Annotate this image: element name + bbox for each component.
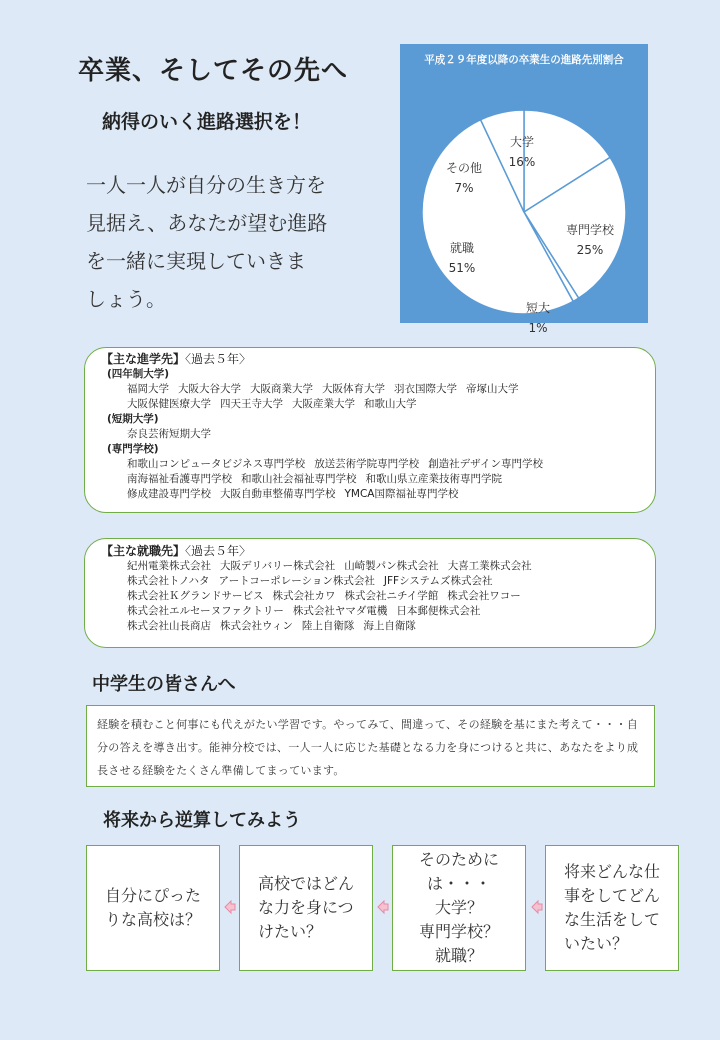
school-row <box>101 382 639 397</box>
school-row <box>101 472 639 487</box>
step-line: 大学？ <box>434 898 483 917</box>
step-line: 事をしてどん <box>563 886 660 905</box>
pie-chart <box>400 44 648 335</box>
step-line: は・・・ <box>426 874 491 893</box>
step-line: いたい？ <box>563 934 628 953</box>
message-heading: 中学生の皆さんへ <box>92 674 236 695</box>
company-name: JFFシステムズ株式会社 <box>383 575 493 587</box>
page-subtitle: 納得のいく進路選択を！ <box>102 111 312 133</box>
slice-value: 1% <box>528 321 548 335</box>
school-row <box>101 427 639 442</box>
step-text <box>564 860 660 956</box>
step-line: 自分にぴった <box>104 886 201 905</box>
step-box-highschool <box>86 845 220 971</box>
step-line: りな高校は？ <box>104 910 201 929</box>
step-line: 高校ではどん <box>257 874 354 893</box>
school-name: YMCA国際福祉専門学校 <box>344 488 459 500</box>
company-name: 株式会社Ｋグランドサービス <box>127 590 264 602</box>
slice-value: 16% <box>508 155 536 169</box>
school-name: 和歌山大学 <box>364 398 417 410</box>
jobs-panel <box>84 538 656 648</box>
company-row <box>101 589 639 604</box>
page-title: 卒業、そしてその先へ <box>78 56 349 86</box>
company-name: 山崎製パン株式会社 <box>344 560 439 572</box>
company-name: 陸上自衛隊 <box>301 620 355 632</box>
company-name: 海上自衛隊 <box>363 620 416 632</box>
school-category: (四年制大学) <box>107 368 170 380</box>
company-row <box>101 559 639 574</box>
school-name: 大阪体育大学 <box>322 383 385 395</box>
step-line: 専門学校？ <box>418 922 499 941</box>
company-row <box>101 619 639 634</box>
school-row <box>101 397 639 412</box>
company-name: 株式会社ウィン <box>220 620 293 632</box>
school-name: 奈良芸術短期大学 <box>127 428 211 440</box>
school-name: 南海福祉看護専門学校 <box>127 473 232 485</box>
school-name: 福岡大学 <box>127 383 169 395</box>
step-line: けたい？ <box>257 922 322 941</box>
company-name: 大喜工業株式会社 <box>447 560 532 572</box>
intro-text <box>86 166 376 318</box>
company-row <box>101 574 639 589</box>
slice-label: 専門学校 <box>565 223 615 237</box>
school-name: 大阪産業大学 <box>292 398 355 410</box>
arrow-left-icon <box>377 900 389 914</box>
step-line: な力を身につ <box>257 898 354 917</box>
intro-line: 見据え、あなたが望む進路 <box>86 211 328 235</box>
company-name: 株式会社トノハタ <box>127 575 210 587</box>
step-box-skills <box>239 845 373 971</box>
school-row <box>101 487 639 502</box>
company-name: 株式会社山長商店 <box>127 620 211 632</box>
school-name: 和歌山コンピュータビジネス専門学校 <box>127 458 306 470</box>
school-name: 羽衣国際大学 <box>394 383 457 395</box>
jobs-title <box>101 544 639 559</box>
slice-value: 25% <box>576 243 604 257</box>
slice-label: その他 <box>445 161 483 175</box>
arrow-left-icon <box>224 900 236 914</box>
schools-heading: 【主な進学先】 <box>101 352 186 366</box>
company-name: 大阪デリバリー株式会社 <box>220 560 336 572</box>
step-text <box>105 884 201 932</box>
company-name: アートコーポレーション株式会社 <box>218 575 375 587</box>
school-name: 和歌山社会福祉専門学校 <box>241 473 357 485</box>
company-name: 株式会社エルセーヌファクトリー <box>127 605 284 617</box>
school-category: (短期大学) <box>107 413 159 425</box>
jobs-list <box>101 559 639 634</box>
schools-title <box>101 352 639 367</box>
school-name: 四天王寺大学 <box>220 398 283 410</box>
schools-list <box>101 367 639 502</box>
school-row <box>101 457 639 472</box>
company-row <box>101 604 639 619</box>
step-box-future <box>545 845 679 971</box>
schools-panel <box>84 347 656 513</box>
step-line: そのために <box>418 850 499 869</box>
pie-chart-svg <box>400 44 648 335</box>
step-text <box>258 872 354 944</box>
school-name: 大阪保健医療大学 <box>127 398 211 410</box>
slice-label: 就職 <box>449 241 475 255</box>
intro-line: しょう。 <box>86 287 166 311</box>
school-name: 和歌山県立産業技術専門学院 <box>365 473 502 485</box>
step-box-path <box>392 845 526 971</box>
school-name: 大阪自動車整備専門学校 <box>220 488 336 500</box>
company-name: 紀州電業株式会社 <box>127 560 211 572</box>
company-name: 株式会社カワ <box>272 590 336 602</box>
step-line: 就職？ <box>434 946 483 965</box>
school-category: (専門学校) <box>107 443 159 455</box>
schools-period: 〈過去５年〉 <box>185 352 252 366</box>
company-name: 株式会社ワコー <box>447 590 521 602</box>
school-name: 創造社デザイン専門学校 <box>428 458 543 470</box>
company-name: 日本郵便株式会社 <box>396 605 481 617</box>
school-name: 放送芸術学院専門学校 <box>314 458 420 470</box>
jobs-heading: 【主な就職先】 <box>101 544 186 558</box>
school-name: 帝塚山大学 <box>466 383 519 395</box>
step-line: 将来どんな仕 <box>563 862 660 881</box>
step-text <box>419 848 499 968</box>
slice-value: 7% <box>454 181 474 195</box>
jobs-period: 〈過去５年〉 <box>185 544 252 558</box>
intro-line: を一緒に実現していきま <box>86 249 306 273</box>
step-line: な生活をして <box>563 910 660 929</box>
company-name: 株式会社ヤマダ電機 <box>292 605 388 617</box>
chart-title: 平成２９年度以降の卒業生の進路先別割合 <box>424 54 624 66</box>
school-name: 大阪商業大学 <box>250 383 313 395</box>
company-name: 株式会社ニチイ学館 <box>344 590 439 602</box>
arrow-left-icon <box>531 900 543 914</box>
message-box: 経験を積むこと何事にも代えがたい学習です。やってみて、間違って、その経験を基にまた考えて・・・自分の答えを導き出す。能神分校では、一人一人に応じた基礎となる力を身につけると共に、あなたをより成長させる経験をたくさん準備してまっています。 <box>86 705 655 787</box>
school-name: 大阪大谷大学 <box>178 383 241 395</box>
school-name: 修成建設専門学校 <box>127 488 211 500</box>
intro-line: 一人一人が自分の生き方を <box>86 173 326 197</box>
reverse-heading: 将来から逆算してみよう <box>103 810 301 831</box>
slice-label: 短大 <box>525 301 551 315</box>
slice-label: 大学 <box>509 135 535 149</box>
slice-value: 51% <box>448 261 476 275</box>
